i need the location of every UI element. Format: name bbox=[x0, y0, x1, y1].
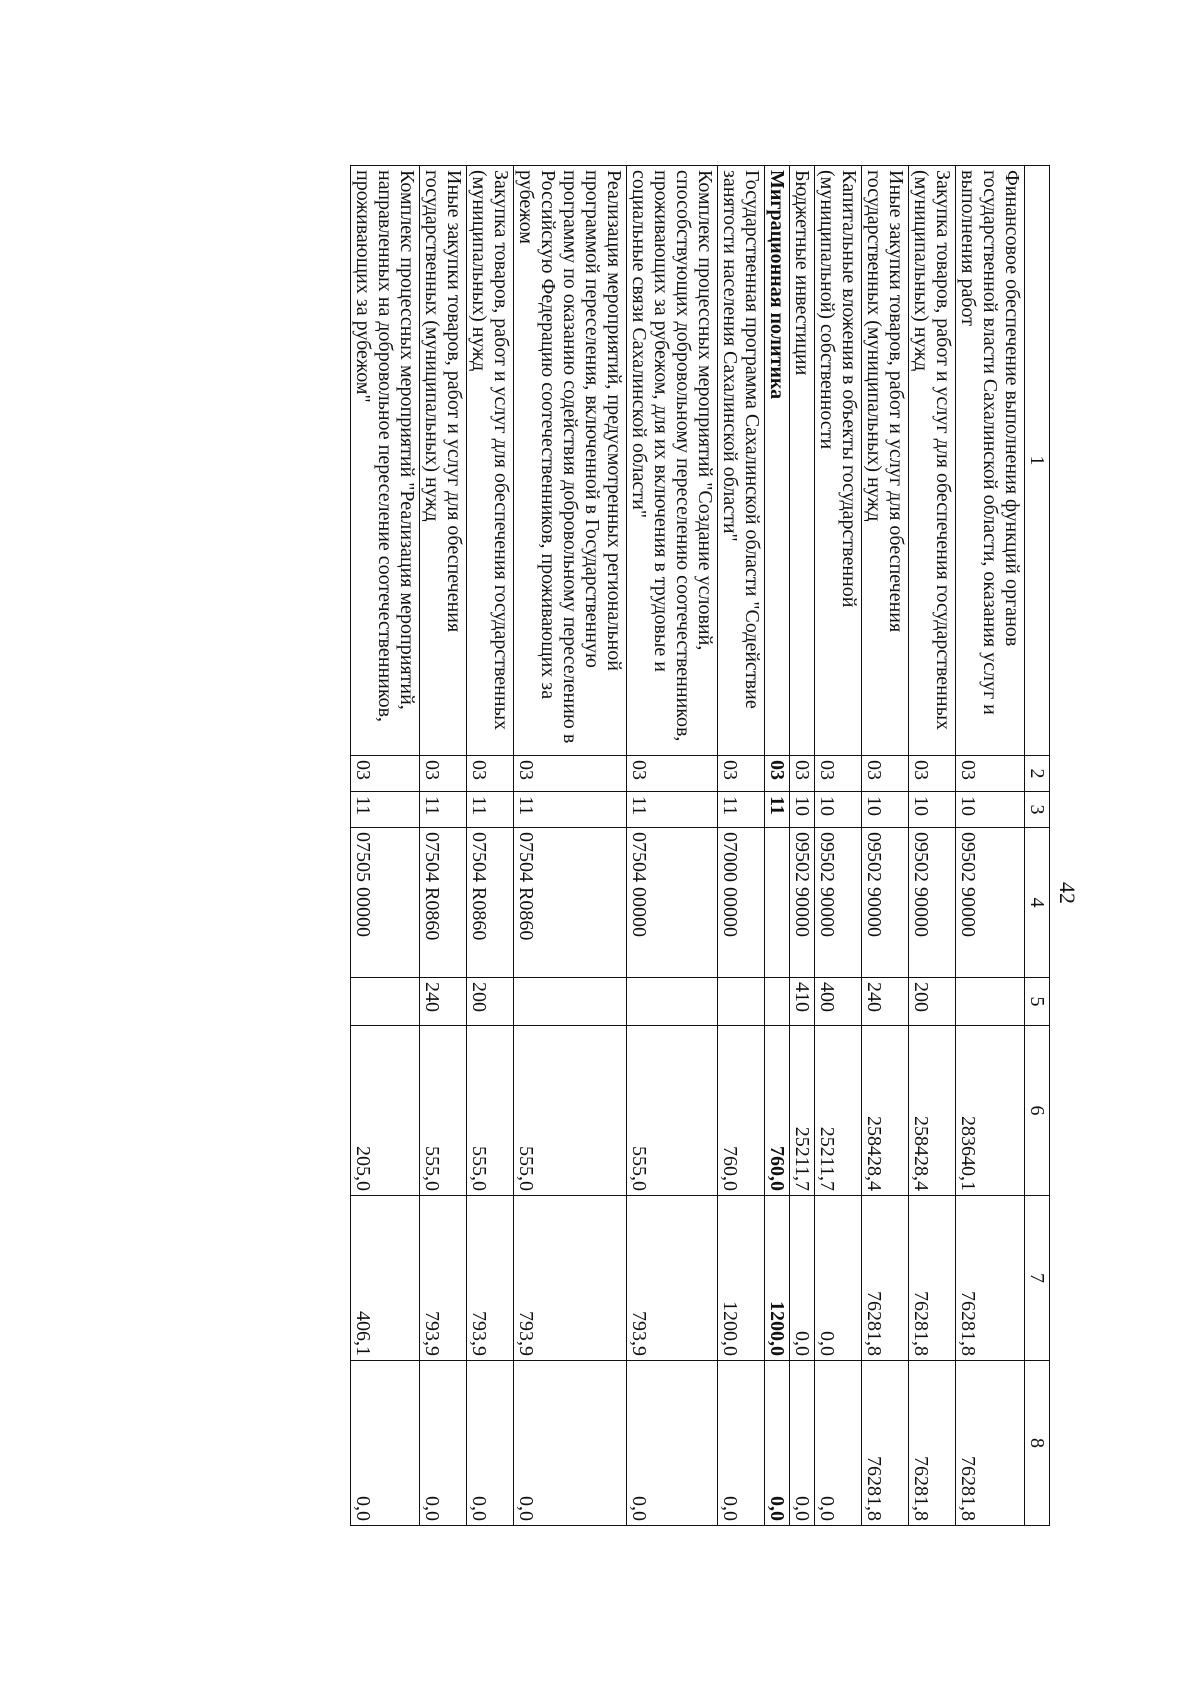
row-name-cell: Миграционная политика bbox=[765, 166, 790, 756]
amount-cell-6: 258428,4 bbox=[909, 1026, 956, 1196]
target-article-cell: 09502 90000 bbox=[790, 828, 815, 978]
amount-cell-8: 0,0 bbox=[765, 1361, 790, 1526]
expense-type-cell bbox=[514, 978, 627, 1026]
subsection-code-cell: 11 bbox=[718, 792, 765, 828]
table-row bbox=[627, 166, 718, 1526]
expense-type-cell: 200 bbox=[467, 978, 514, 1026]
table-row bbox=[862, 166, 909, 1526]
header-cell: 8 bbox=[1025, 1361, 1050, 1526]
section-code-cell: 03 bbox=[467, 756, 514, 792]
budget-table-container bbox=[350, 165, 1050, 1525]
amount-cell-8: 0,0 bbox=[815, 1361, 862, 1526]
amount-cell-8: 0,0 bbox=[420, 1361, 467, 1526]
section-code-cell: 03 bbox=[765, 756, 790, 792]
target-article-cell: 09502 90000 bbox=[956, 828, 1025, 978]
budget-table bbox=[350, 165, 1050, 1526]
header-cell: 1 bbox=[1025, 166, 1050, 756]
target-article-cell: 09502 90000 bbox=[862, 828, 909, 978]
section-code-cell: 03 bbox=[909, 756, 956, 792]
subsection-code-cell: 11 bbox=[765, 792, 790, 828]
target-article-cell: 07000 00000 bbox=[718, 828, 765, 978]
amount-cell-7: 0,0 bbox=[815, 1196, 862, 1361]
row-name-cell: Комплекс процессных мероприятий "Реализация мероприятий, направленных на добровольное переселение соотечественников, проживающих за рубежом" bbox=[351, 166, 420, 756]
table-row bbox=[351, 166, 420, 1526]
subsection-code-cell: 10 bbox=[815, 792, 862, 828]
amount-cell-6: 555,0 bbox=[467, 1026, 514, 1196]
row-name-cell: Закупка товаров, работ и услуг для обеспечения государственных (муниципальных) нужд bbox=[467, 166, 514, 756]
amount-cell-8: 0,0 bbox=[351, 1361, 420, 1526]
amount-cell-7: 793,9 bbox=[467, 1196, 514, 1361]
page-number: 42 bbox=[1055, 882, 1080, 904]
section-code-cell: 03 bbox=[815, 756, 862, 792]
table-row bbox=[467, 166, 514, 1526]
amount-cell-7: 1200,0 bbox=[718, 1196, 765, 1361]
subsection-code-cell: 11 bbox=[351, 792, 420, 828]
amount-cell-8: 0,0 bbox=[627, 1361, 718, 1526]
section-code-cell: 03 bbox=[956, 756, 1025, 792]
expense-type-cell: 240 bbox=[420, 978, 467, 1026]
amount-cell-6: 25211,7 bbox=[790, 1026, 815, 1196]
row-name-cell: Бюджетные инвестиции bbox=[790, 166, 815, 756]
amount-cell-7: 1200,0 bbox=[765, 1196, 790, 1361]
subsection-code-cell: 10 bbox=[862, 792, 909, 828]
row-name-cell: Финансовое обеспечение выполнения функций органов государственной власти Сахалинской области, оказания услуг и выполнения работ bbox=[956, 166, 1025, 756]
row-name-cell: Капитальные вложения в объекты государственной (муниципальной) собственности bbox=[815, 166, 862, 756]
row-name-cell: Иные закупки товаров, работ и услуг для обеспечения государственных (муниципальных) нужд bbox=[420, 166, 467, 756]
amount-cell-7: 793,9 bbox=[627, 1196, 718, 1361]
table-row bbox=[514, 166, 627, 1526]
section-code-cell: 03 bbox=[514, 756, 627, 792]
target-article-cell: 07504 00000 bbox=[627, 828, 718, 978]
subsection-code-cell: 11 bbox=[420, 792, 467, 828]
table-row bbox=[909, 166, 956, 1526]
amount-cell-7: 406,1 bbox=[351, 1196, 420, 1361]
subsection-code-cell: 10 bbox=[790, 792, 815, 828]
section-code-cell: 03 bbox=[790, 756, 815, 792]
amount-cell-8: 0,0 bbox=[514, 1361, 627, 1526]
amount-cell-6: 25211,7 bbox=[815, 1026, 862, 1196]
expense-type-cell: 410 bbox=[790, 978, 815, 1026]
amount-cell-6: 760,0 bbox=[765, 1026, 790, 1196]
amount-cell-6: 555,0 bbox=[514, 1026, 627, 1196]
amount-cell-6: 283640,1 bbox=[956, 1026, 1025, 1196]
amount-cell-8: 76281,8 bbox=[956, 1361, 1025, 1526]
header-cell: 3 bbox=[1025, 792, 1050, 828]
amount-cell-6: 205,0 bbox=[351, 1026, 420, 1196]
table-row bbox=[420, 166, 467, 1526]
amount-cell-8: 0,0 bbox=[467, 1361, 514, 1526]
section-code-cell: 03 bbox=[718, 756, 765, 792]
amount-cell-8: 0,0 bbox=[790, 1361, 815, 1526]
target-article-cell: 07504 R0860 bbox=[420, 828, 467, 978]
target-article-cell bbox=[765, 828, 790, 978]
amount-cell-7: 793,9 bbox=[514, 1196, 627, 1361]
amount-cell-7: 76281,8 bbox=[909, 1196, 956, 1361]
target-article-cell: 07504 R0860 bbox=[514, 828, 627, 978]
expense-type-cell bbox=[718, 978, 765, 1026]
row-name-cell: Закупка товаров, работ и услуг для обеспечения государственных (муниципальных) нужд bbox=[909, 166, 956, 756]
row-name-cell: Иные закупки товаров, работ и услуг для обеспечения государственных (муниципальных) нужд bbox=[862, 166, 909, 756]
expense-type-cell bbox=[956, 978, 1025, 1026]
amount-cell-7: 76281,8 bbox=[862, 1196, 909, 1361]
header-cell: 5 bbox=[1025, 978, 1050, 1026]
table-row bbox=[765, 166, 790, 1526]
section-code-cell: 03 bbox=[862, 756, 909, 792]
subsection-code-cell: 11 bbox=[514, 792, 627, 828]
table-row bbox=[956, 166, 1025, 1526]
row-name-cell: Реализация мероприятий, предусмотренных региональной программой переселения, включенной в Государственную программу по оказанию содействия добровольному переселению в Российскую Федерацию соотечественников, проживающих за рубежом bbox=[514, 166, 627, 756]
expense-type-cell: 240 bbox=[862, 978, 909, 1026]
section-code-cell: 03 bbox=[627, 756, 718, 792]
amount-cell-6: 555,0 bbox=[627, 1026, 718, 1196]
table-row bbox=[790, 166, 815, 1526]
amount-cell-6: 760,0 bbox=[718, 1026, 765, 1196]
amount-cell-8: 76281,8 bbox=[909, 1361, 956, 1526]
table-row bbox=[718, 166, 765, 1526]
amount-cell-7: 0,0 bbox=[790, 1196, 815, 1361]
expense-type-cell bbox=[627, 978, 718, 1026]
header-cell: 7 bbox=[1025, 1196, 1050, 1361]
row-name-cell: Комплекс процессных мероприятий "Создание условий, способствующих добровольному переселению соотечественников, проживающих за рубежом, для их включения в трудовые и социальные связи Сахалинской области" bbox=[627, 166, 718, 756]
expense-type-cell bbox=[351, 978, 420, 1026]
expense-type-cell: 200 bbox=[909, 978, 956, 1026]
amount-cell-7: 76281,8 bbox=[956, 1196, 1025, 1361]
amount-cell-6: 258428,4 bbox=[862, 1026, 909, 1196]
header-row bbox=[1025, 166, 1050, 1526]
header-cell: 4 bbox=[1025, 828, 1050, 978]
amount-cell-6: 555,0 bbox=[420, 1026, 467, 1196]
subsection-code-cell: 11 bbox=[467, 792, 514, 828]
row-name-cell: Государственная программа Сахалинской области "Содействие занятости населения Сахалинской области" bbox=[718, 166, 765, 756]
section-code-cell: 03 bbox=[420, 756, 467, 792]
subsection-code-cell: 11 bbox=[627, 792, 718, 828]
target-article-cell: 07505 00000 bbox=[351, 828, 420, 978]
target-article-cell: 09502 90000 bbox=[815, 828, 862, 978]
target-article-cell: 07504 R0860 bbox=[467, 828, 514, 978]
expense-type-cell: 400 bbox=[815, 978, 862, 1026]
subsection-code-cell: 10 bbox=[956, 792, 1025, 828]
amount-cell-8: 0,0 bbox=[718, 1361, 765, 1526]
section-code-cell: 03 bbox=[351, 756, 420, 792]
header-cell: 2 bbox=[1025, 756, 1050, 792]
amount-cell-8: 76281,8 bbox=[862, 1361, 909, 1526]
expense-type-cell bbox=[765, 978, 790, 1026]
target-article-cell: 09502 90000 bbox=[909, 828, 956, 978]
table-row bbox=[815, 166, 862, 1526]
subsection-code-cell: 10 bbox=[909, 792, 956, 828]
header-cell: 6 bbox=[1025, 1026, 1050, 1196]
amount-cell-7: 793,9 bbox=[420, 1196, 467, 1361]
